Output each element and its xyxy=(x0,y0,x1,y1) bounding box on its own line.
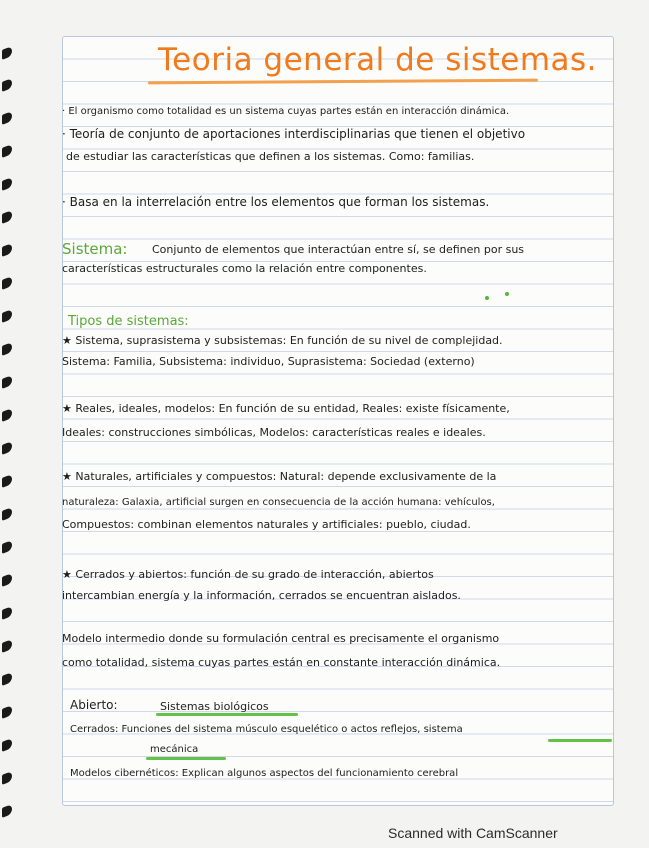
binding-ring xyxy=(2,606,12,620)
binding-ring xyxy=(2,243,12,257)
binding-ring xyxy=(2,408,12,422)
binding-ring xyxy=(2,672,12,686)
note-line-21: Modelos cibernéticos: Explican algunos aspectos del funcionamiento cerebral xyxy=(70,768,459,779)
spiral-binding xyxy=(0,0,30,848)
green-highlight xyxy=(156,713,298,716)
abierto-label: Abierto: xyxy=(70,698,118,712)
binding-ring xyxy=(2,144,12,158)
tipos-heading: Tipos de sistemas: xyxy=(68,314,189,329)
note-line-10: Ideales: construcciones simbólicas, Modelos: características reales e ideales. xyxy=(62,426,486,439)
note-line-7: ★ Sistema, suprasistema y subsistemas: En función de su nivel de complejidad. xyxy=(62,334,503,347)
note-line-20: mecánica xyxy=(150,744,199,755)
binding-ring xyxy=(2,177,12,191)
binding-ring xyxy=(2,771,12,785)
note-line-6: características estructurales como la relación entre componentes. xyxy=(62,262,427,275)
binding-ring xyxy=(2,309,12,323)
note-line-19: Cerrados: Funciones del sistema músculo esquelético o actos reflejos, sistema xyxy=(70,724,463,735)
binding-ring xyxy=(2,540,12,554)
note-line-11: ★ Naturales, artificiales y compuestos: Natural: depende exclusivamente de la xyxy=(62,470,497,483)
note-line-3: de estudiar las características que definen a los sistemas. Como: familias. xyxy=(66,150,475,163)
note-line-8: Sistema: Familia, Subsistema: individuo, Suprasistema: Sociedad (externo) xyxy=(62,355,475,368)
note-line-1: · El organismo como totalidad es un sistema cuyas partes están en interacción dinámica. xyxy=(62,106,510,117)
green-highlight xyxy=(146,757,226,760)
binding-ring xyxy=(2,573,12,587)
binding-ring xyxy=(2,342,12,356)
green-highlight xyxy=(548,739,612,742)
binding-ring xyxy=(2,738,12,752)
note-line-5: Conjunto de elementos que interactúan entre sí, se definen por sus xyxy=(152,243,525,256)
binding-ring xyxy=(2,276,12,290)
binding-ring xyxy=(2,507,12,521)
note-line-12: naturaleza: Galaxia, artificial surgen en consecuencia de la acción humana: vehículos, xyxy=(62,497,495,508)
note-line-15: intercambian energía y la información, cerrados se encuentran aislados. xyxy=(62,589,461,602)
binding-ring xyxy=(2,705,12,719)
binding-ring xyxy=(2,375,12,389)
binding-ring xyxy=(2,804,12,818)
note-line-14: ★ Cerrados y abiertos: función de su grado de interacción, abiertos xyxy=(62,568,434,581)
sistema-label: Sistema: xyxy=(62,240,128,258)
binding-ring xyxy=(2,474,12,488)
scanner-watermark: Scanned with CamScanner xyxy=(388,825,558,841)
note-line-4: · Basa en la interrelación entre los elementos que forman los sistemas. xyxy=(62,195,490,209)
binding-ring xyxy=(2,639,12,653)
binding-ring xyxy=(2,441,12,455)
note-line-2: · Teoría de conjunto de aportaciones interdisciplinarias que tienen el objetivo xyxy=(62,127,526,141)
binding-ring xyxy=(2,46,12,60)
ink-dot xyxy=(485,296,489,300)
abierto-value: Sistemas biológicos xyxy=(160,700,269,713)
binding-ring xyxy=(2,210,12,224)
note-line-17: como totalidad, sistema cuyas partes están en constante interacción dinámica. xyxy=(62,656,501,669)
note-line-13: Compuestos: combinan elementos naturales y artificiales: pueblo, ciudad. xyxy=(62,518,471,531)
page-title: Teoria general de sistemas. xyxy=(158,42,598,78)
binding-ring xyxy=(2,111,12,125)
binding-ring xyxy=(2,78,12,92)
ink-dot xyxy=(505,292,509,296)
note-line-16: Modelo intermedio donde su formulación central es precisamente el organismo xyxy=(62,632,500,645)
note-line-9: ★ Reales, ideales, modelos: En función de su entidad, Reales: existe físicamente, xyxy=(62,402,510,415)
